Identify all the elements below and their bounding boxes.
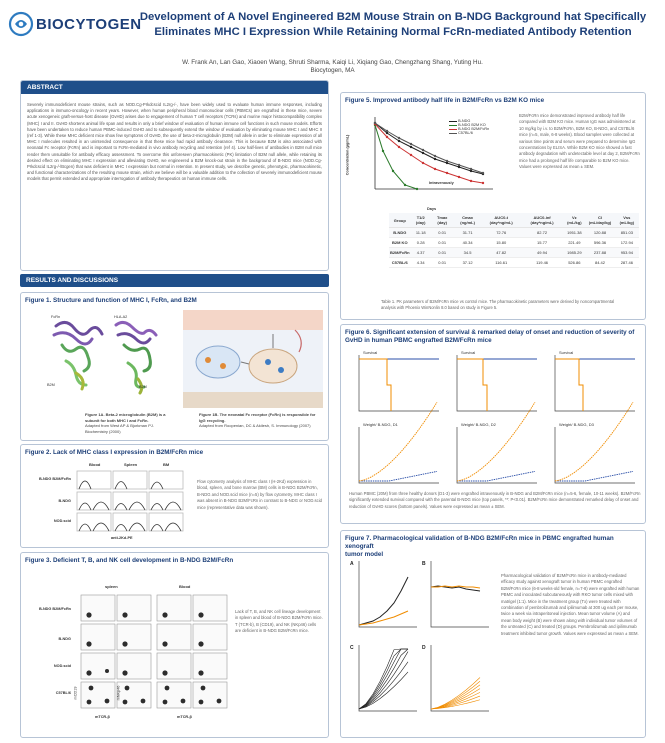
pk-point xyxy=(482,172,484,174)
fig3-row-2: B-NDG xyxy=(58,637,71,641)
pk-point xyxy=(386,136,388,138)
fig2-xlabel: anti-2Kd-PE xyxy=(111,536,133,540)
pk-col-6: Vz (mL/kg) xyxy=(563,213,585,228)
pk-point xyxy=(434,155,436,157)
legend-b2m-ko: B-NDG B2M KO xyxy=(449,123,489,127)
pk-cell: 37.12 xyxy=(454,258,482,268)
pk-series-line xyxy=(375,125,417,189)
fig3-ylabel-nkp46: mNKp46 xyxy=(116,685,121,701)
legend-c57: C57BL/6 xyxy=(449,131,489,135)
abstract-section xyxy=(20,80,329,271)
pk-cell: 47.82 xyxy=(482,248,521,258)
pk-cell: 34.5 xyxy=(454,248,482,258)
label-hla: HLA-A2 xyxy=(114,315,128,319)
fig6-survival-panels xyxy=(349,349,649,494)
fig3-text: Lack of T, B, and NK cell lineage development in spleen and blood of B-NDG B2M/FcRn mice. T (TCR-b), B (CD19), and NK (NKp46) cells are deficient in B-NDG B2M/FcRn mice. xyxy=(235,609,323,634)
fig6-survival-line xyxy=(359,359,391,411)
fig5-text: B2M/FcRn mice demonstrated improved antibody half life compared with B2M KO mice. Human IgG was administered at 10 mg/kg by i.v. to B2M/FcRn, B2M KO, B-NDG, and C57BL/6 mice (n=5, male, 6-8 weeks). Blood samples were collected at various time points and serum were prepared to determine IgG concentrations by ELISA. While B2M KO mice showed a fast antibody degradation with undetectable level at day 2, B2M/FcRn mice had a prolonged half life comparable to B2M KO mice. Values were expressed as mean ± SEM. xyxy=(519,113,640,170)
fig6-panel-title: Survival xyxy=(559,350,574,355)
legend-b2m-fcrn: B-NDG B2M/FcRn xyxy=(449,127,489,131)
figure-3 xyxy=(20,552,329,738)
fig7-individual-line xyxy=(359,649,408,709)
pk-cell: 0.01 xyxy=(431,248,454,258)
fig6-panel-title: Weight/ B-NDG, D3 xyxy=(559,422,594,427)
fig7-individual-line xyxy=(359,649,408,709)
pk-cell: 119.46 xyxy=(521,258,564,268)
fig2-col-spleen: Spleen xyxy=(124,462,138,467)
pk-cell: 0.28 xyxy=(411,238,431,248)
fig1-title: Figure 1. Structure and function of MHC I, FcRn, and B2M xyxy=(25,297,197,304)
fig7-individual-line xyxy=(431,681,480,709)
table-row xyxy=(389,228,639,238)
fig6-score-line xyxy=(457,471,535,481)
table1-caption: Table 1. PK parameters of B2M/FcRn mice vs control mice. The pharmacokinetic parameters were derived by noncompartmental analysis with Phoenix WinNonlin 8.0 based on study in Figure 5. xyxy=(381,299,615,310)
fig2-col-blood: Blood xyxy=(89,462,101,467)
figure-1 xyxy=(20,292,329,441)
pk-cell: 4.37 xyxy=(411,248,431,258)
pk-point xyxy=(422,152,424,154)
pk-cell: 0.01 xyxy=(431,258,454,268)
fig7-panel-label: B xyxy=(422,561,426,567)
fig6-title: Figure 6. Significant extension of survival & remarked delay of onset and reduction of severity of GvHD in human PBMC engrafted B2M/FcRn mice xyxy=(345,329,635,344)
pk-col-7: Cl (mL/day/kg) xyxy=(585,213,614,228)
fig6-score-line xyxy=(555,402,633,481)
fig6-axis xyxy=(555,427,635,483)
pk-col-8: Vss (mL/kg) xyxy=(615,213,639,228)
fig6-panel-title: Weight/ B-NDG, D2 xyxy=(461,422,496,427)
pk-point xyxy=(434,158,436,160)
pk-col-5: AUC0-inf (day*ng/mL) xyxy=(521,213,564,228)
pk-point xyxy=(404,184,406,186)
fig7-axis xyxy=(431,561,489,627)
fig6-survival-line xyxy=(457,359,487,411)
fig6-axis xyxy=(359,355,439,411)
pk-point xyxy=(410,146,412,148)
fig3-col-blood: Blood xyxy=(179,584,191,589)
pk-cell: 82.72 xyxy=(521,228,564,238)
poster-title: Development of A Novel Engineered B2M Mouse Strain on B-NDG Background hat Specifically Eliminates MHC I Expression While Retaining Normal FcRn-mediated Antibody Retention xyxy=(139,11,647,38)
pk-point xyxy=(458,176,460,178)
pk-cell: 31.71 xyxy=(454,228,482,238)
pk-cell: 172.94 xyxy=(615,238,639,248)
pk-cell: 221.49 xyxy=(563,238,585,248)
abstract-text: Severely immunodeficient mouse strains, such as NOD.Cg-Prkdcscid IL2rg-/-, have been widely used to evaluate human immune responses, including applications in immuno-oncology in recent years. However, when human peripheral blood mononuclear cells (PBMCs) are engrafted in these mice, severe acute xenogeneic graft-versus-host disease (GvHD) arises due to engagement of human T cell receptors (TCRs) and murine major histocompatibility complex (MHC) I and II. GvHD shortens animal life span and results in only a brief window of evaluation of human immune cell functions in such mouse models. Efforts have been undertaken to reduce human PBMC-induced GvHD and to subsequently extend the window of evaluation by eliminating mouse MHC I and MHC II (ref 1-3). While these MHC deficient mice show few symptoms of GvHD, the use of beta-2-microglobulin (B2M) null allele in order to eliminate expression of all MHC I molecules resulted in an unintended consequence in that these mice had rapid antibody clearance. This is because B2M is also associated with neonatal Fc receptor (FcRn) and is important to FcRn-mediated in vivo antibody recycling and retention (ref 4). Low half-lives of antibodies in B2M null mice render them unsuitable for antibody efficacy assessment. To overcome this unforeseen pharmacokinetic (PK) limitation of B2M null allele, while retaining its desired effect on eliminating MHC I expression and alleviating GvHD, we engineered a B2M knock-out strain in the background of B-NDG mice (NOD.Cg-Prkdcscid IL2rg-/-/Bcgen) that was deficient in MHC I expression but normal in retention. In present study, we describe genetic, phenotypic, pharmacokinetic, and functional characterizations of the resulting mouse strain, which we believe will be a valuable addition to the collection of severely immunodeficient mouse models that permit extended and appropriate interrogation of antibody therapeutics on human immune cells. xyxy=(27,102,322,182)
pk-cell: 4.34 xyxy=(411,258,431,268)
pk-point xyxy=(422,162,424,164)
fig1b-caption: Figure 1B. The neonatal Fc receptor (FcRn) is responsible for IgG recycling. Adapted from Roopenian, DC & Akilesh, S. Immunology (2007) xyxy=(199,412,316,429)
pk-cell: 526.86 xyxy=(563,258,585,268)
fig5-ylabel: Concentration (µg/mL) xyxy=(345,134,350,176)
authors: W. Frank An, Lan Gao, Xiaoen Wang, Shruti Sharma, Kaiqi Li, Xiqiang Gao, Chengzhang Shang, Yuting Hu. Biocytogen, MA xyxy=(182,59,483,74)
fig7-individual-line xyxy=(431,685,480,709)
fig2-title: Figure 2. Lack of MHC class I expression in B2M/FcRn mice xyxy=(25,449,204,456)
pk-point xyxy=(470,180,472,182)
table-row xyxy=(389,238,639,248)
pk-cell: 851.03 xyxy=(615,228,639,238)
fig6-score-line xyxy=(555,471,633,481)
fig2-row-3: NOD.scid xyxy=(53,519,71,523)
pk-table-grid xyxy=(389,213,639,268)
fig6-panel-title: Survival xyxy=(461,350,476,355)
fig2-row-2: B-NDG xyxy=(58,499,71,503)
fig6-axis xyxy=(555,355,635,411)
fig3-row-1: B-NDG B2M/FcRn xyxy=(38,607,71,611)
fcrn-recycling-diagram xyxy=(183,310,323,408)
protein-structure-image xyxy=(36,311,166,406)
pk-point xyxy=(410,154,412,156)
fig3-col-spleen: spleen xyxy=(105,584,118,589)
pk-cell: 72.76 xyxy=(482,228,521,238)
logo-text: BIOCYTOGEN xyxy=(36,16,142,33)
fig6-axis xyxy=(359,427,439,483)
fig3-xlabel-1: mTCR-β xyxy=(95,715,110,719)
pk-cell: 0.01 xyxy=(431,228,454,238)
pk-cell: 40.34 xyxy=(454,238,482,248)
pk-col-1: T1/2 (day) xyxy=(411,213,431,228)
fig3-title: Figure 3. Deficient T, B, and NK cell development in B-NDG B2M/FcRn xyxy=(25,557,234,564)
pk-point xyxy=(386,130,388,132)
pk-point xyxy=(398,140,400,142)
pk-cell: 116.61 xyxy=(482,258,521,268)
label-b2m-a: B2M xyxy=(47,383,55,387)
pk-point xyxy=(382,150,384,152)
fig6-text: Human PBMC (20M) from three healthy donors (D1-3) were engrafted intravenously in B-NDG and B2M/FcRn mice (n=5-6, female, 10-11 weeks). B2M/FcRn significantly extended survival compared with the parental B-NDG mice (top panels, **: P<0.01). B2M/FcRn mice demonstrated remarked delay of onset and reduction of GvHD scores (bottom panels). Values were expressed as mean ± SEM. xyxy=(349,491,641,509)
pk-cell: 84.42 xyxy=(585,258,614,268)
pk-point xyxy=(410,143,412,145)
fig5-title: Figure 5. Improved antibody half life in B2M/FcRn vs B2M KO mice xyxy=(345,97,545,104)
fig6-axis xyxy=(457,427,537,483)
fig5-tag: Intravenously xyxy=(429,181,454,185)
pk-cell: 11.18 xyxy=(411,228,431,238)
fig7-individual-line xyxy=(359,649,408,709)
pk-point xyxy=(392,170,394,172)
logo xyxy=(8,9,142,39)
fig7-panel-label: D xyxy=(422,645,426,651)
fig7-tumor-line xyxy=(359,577,408,625)
fig3-dotplot-grid xyxy=(79,593,229,711)
fig6-score-line xyxy=(457,402,535,481)
fig6-score-line xyxy=(359,471,437,481)
pk-cell: B-NDG xyxy=(389,228,411,238)
pk-point xyxy=(398,137,400,139)
fig2-col-bm: BM xyxy=(163,462,170,467)
fig2-text: Flow cytometry analysis of MHC class I (H-2Kd) expression in blood, spleen, and bone marrow (BM) cells in B-NDG B2M/FcRn, B-NDG and NOD.scid mice (n=5) by flow cytometry. MHC class I was absent in B-NDG B2M/FcRn in contrast to B-NDG or NOD.scid mice (representative data was shown). xyxy=(197,479,322,510)
pk-cell: 49.94 xyxy=(521,248,564,258)
fig6-axis xyxy=(457,355,537,411)
fig3-xlabel-2: mTCR-β xyxy=(177,715,192,719)
pk-col-2: Tmax (day) xyxy=(431,213,454,228)
fig6-panel-title: Survival xyxy=(363,350,378,355)
pk-point xyxy=(416,188,418,190)
pk-point xyxy=(446,172,448,174)
pk-cell: 1951.38 xyxy=(563,228,585,238)
pk-col-3: Cmax (ng/mL) xyxy=(454,213,482,228)
pk-cell: 287.46 xyxy=(615,258,639,268)
table-row xyxy=(389,258,639,268)
pk-cell: 596.36 xyxy=(585,238,614,248)
fig6-survival-line xyxy=(555,359,583,411)
fig7-panels xyxy=(347,557,497,725)
fig2-histogram-grid xyxy=(75,469,185,533)
figure-5 xyxy=(340,92,646,320)
pk-cell: 1985.29 xyxy=(563,248,585,258)
fig3-ylabel-cd19: mCD19 xyxy=(73,686,78,700)
pk-cell: 15.77 xyxy=(521,238,564,248)
fig7-panel-label: A xyxy=(350,561,354,567)
pk-cell: C57BL/6 xyxy=(389,258,411,268)
fig1a-caption: Figure 1A. Beta-2 microglobulin (B2M) is a subunit for both MHC I and FcRn. Adapted from West AP & Bjorkman PJ. Biochemistry (2000) xyxy=(85,412,166,434)
pk-cell: 237.88 xyxy=(585,248,614,258)
pk-cell: 953.94 xyxy=(615,248,639,258)
fig6-panel-title: Weight/ B-NDG, D1 xyxy=(363,422,398,427)
fig6-score-line xyxy=(359,402,437,481)
label-b2m-b: B2M xyxy=(139,385,147,389)
pk-point xyxy=(434,168,436,170)
figure-7 xyxy=(340,530,646,738)
pk-point xyxy=(374,122,376,124)
legend-b-ndg: B-NDG xyxy=(449,119,489,123)
pk-col-0: Group xyxy=(389,213,411,228)
fig5-legend xyxy=(449,119,489,135)
fig7-individual-line xyxy=(359,649,408,709)
pk-point xyxy=(482,182,484,184)
figure-2 xyxy=(20,444,329,548)
fig3-row-4: C57BL/6 xyxy=(55,691,71,695)
abstract-heading: ABSTRACT xyxy=(21,81,328,94)
label-fcrn: FcRn xyxy=(51,315,61,319)
pk-cell: 15.80 xyxy=(482,238,521,248)
fig3-row-3: NOD.scid xyxy=(53,664,71,668)
pk-table xyxy=(389,213,639,268)
fig7-text: Pharmacological validation of B2M/FcRn mice in antibody-mediated efficacy study against xenograft tumor in human PBMC engrafted B2M/FcRn mice (6-8 weeks-old female, n=7-8) were engrafted with human PBMC and inoculated subcutaneously with RKO tumor cells mixed with matrigel (1:1). Mice in the treatment group (Tx) were treated with combination of pembrolizumab and ipilimumab at 300 ug each per mouse, twice a week via intraperitoneal injection. Mean tumor volume (A) and mean body weight (B) were shown along with individual tumor volumes of the untreated (C) and treated (D) groups. Pembrolizumab and ipilimumab treatment inhibited tumor growth. Values were expressed as mean ± SEM. xyxy=(501,573,640,636)
pk-point xyxy=(422,149,424,151)
results-heading: RESULTS AND DISCUSSIONS xyxy=(20,274,329,287)
fig5-xlabel: Days xyxy=(427,207,437,211)
pk-cell: B2M/FcRn xyxy=(389,248,411,258)
fig2-row-1: B-NDG B2M/FcRn xyxy=(38,477,71,481)
figure-6 xyxy=(340,324,646,524)
logo-icon xyxy=(8,11,34,37)
pk-cell: 120.88 xyxy=(585,228,614,238)
fig7-title: Figure 7. Pharmacological validation of B-NDG B2M/FcRn mice in PBMC engrafted human xenograft tumor model xyxy=(345,535,614,558)
recycling-illustration xyxy=(183,310,323,408)
pk-cell: 0.01 xyxy=(431,238,454,248)
table-row xyxy=(389,248,639,258)
fig7-axis xyxy=(359,561,417,627)
pk-cell: B2M KO xyxy=(389,238,411,248)
pk-point xyxy=(458,164,460,166)
pk-point xyxy=(446,160,448,162)
pk-col-4: AUC0-t (day*ng/mL) xyxy=(482,213,521,228)
fig7-panel-label: C xyxy=(350,645,354,651)
pk-point xyxy=(470,168,472,170)
pk-point xyxy=(398,146,400,148)
